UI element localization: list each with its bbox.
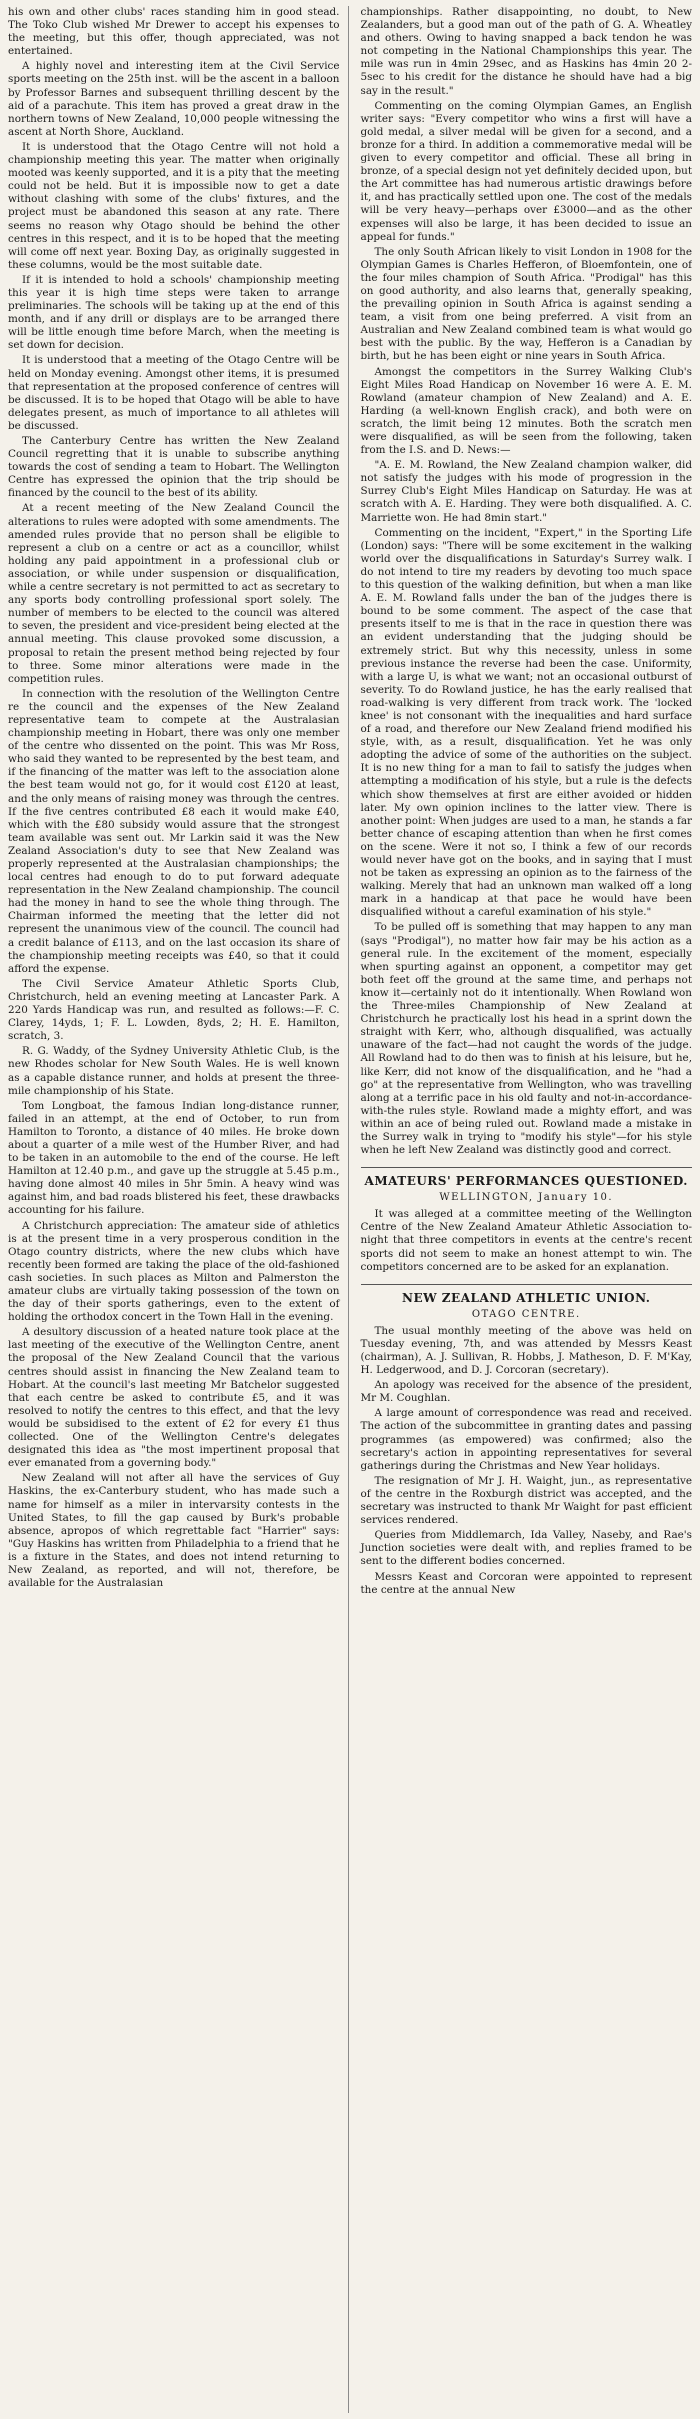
- article-paragraph: At a recent meeting of the New Zealand Council the alterations to rules were adopted with some amendments. The amended rules provide that no person shall be eligible to represent a club on a centre or act as a councillor, whilst holding any paid appointment in a professional club or association, or while under suspension or disqualification, while a centre secretary is not permitted to act as secretary to any sports body controlling professional sport solely. The number of members to be elected to the council was altered to seven, the president and vice-president being elected at the annual meeting. This clause provoked some discussion, a proposal to retain the present method being rejected by four to three. Some minor alterations were made in the competition rules.: [8, 502, 340, 685]
- section-divider: [361, 1167, 693, 1168]
- article-paragraph: It is understood that a meeting of the Otago Centre will be held on Monday evening. Amongst other items, it is presumed that representation at the proposed conference of centres will be discussed. It is to be hoped that Otago will be able to have delegates present, as much of importance to all athletes will be discussed.: [8, 354, 340, 432]
- article-paragraph: Tom Longboat, the famous Indian long-distance runner, failed in an attempt, at the end of October, to run from Hamilton to Toronto, a distance of 40 miles. He broke down about a quarter of a mile west of the Humber River, and had to be taken in an automobile to the end of the course. He left Hamilton at 12.40 p.m., and gave up the struggle at 5.45 p.m., having done almost 40 miles in 5hr 5min. A heavy wind was against him, and bad roads blistered his feet, these drawbacks accounting for his failure.: [8, 1099, 340, 1217]
- article-paragraph: his own and other clubs' races standing him in good stead. The Toko Club wished Mr Drewer to accept his expenses to the meeting, but this offer, though appreciated, was not entertained.: [8, 6, 340, 58]
- story-subhead: OTAGO CENTRE.: [471, 1308, 581, 1320]
- article-paragraph: The usual monthly meeting of the above was held on Tuesday evening, 7th, and was attended by Messrs Keast (chairman), A. J. Sullivan, R. Hobbs, J. Matheson, D. F. M'Kay, H. Ledgerwood, and D. J. Corcoran (secretary).: [360, 1324, 692, 1377]
- article-paragraph: A Christchurch appreciation: The amateur side of athletics is at the present time in a very prosperous condition in the Otago country districts, where the new clubs which have recently been formed are taking the place of the old-fashioned cash societies. In such places as Milton and Palmerston the amateur clubs are virtually taking possession of the town on the day of their sports gatherings, even to the extent of holding the orthodox concert in the Town Hall in the evening.: [8, 1219, 340, 1324]
- article-paragraph: If it is intended to hold a schools' championship meeting this year it is high time steps were taken to arrange preliminaries. The schools will be taking up at the end of this month, and if any drill or displays are to be arranged there will be little enough time before March, when the meeting is set down for decision.: [8, 273, 340, 352]
- section-divider: [361, 1284, 693, 1285]
- left-column: [8, 6, 349, 2413]
- article-paragraph: The resignation of Mr J. H. Waight, jun., as representative of the centre in the Roxburgh district was accepted, and the secretary was instructed to thank Mr Waight for past efficient services rendered.: [360, 1474, 692, 1527]
- story-headline: AMATEURS' PERFORMANCES QUESTIONED.: [364, 1174, 688, 1189]
- story-dateline: WELLINGTON, January 10.: [439, 1192, 614, 1204]
- article-paragraph: To be pulled off is something that may happen to any man (says "Prodigal"), no matter how fair may be his action as a general rule. In the excitement of the moment, especially when spurting against an opponent, a competitor may get both feet off the ground at the same time, and perhaps not know it—certainly not do it intentionally. When Rowland won the Three-miles Championship of New Zealand at Christchurch he practically lost his head in a sprint down the straight with Kerr, who, although disqualified, was actually unaware of the fact—had not caught the words of the judge. All Rowland had to do then was to finish at his leisure, but he, like Kerr, did not know of the disqualification, and he "had a go" at the representative from Wellington, who was travelling along at a terrific pace in his old faulty and not-in-accordance-with-the rules style. Rowland made a mighty effort, and was within an ace of being ruled out. Rowland made a mistake in the Surrey walk in trying to "modify his style"—for his style when he left New Zealand was distinctly good and correct.: [360, 921, 692, 1157]
- article-paragraph: Commenting on the incident, "Expert," in the Sporting Life (London) says: "There will be some excitement in the walking world over the disqualifications in Saturday's Surrey walk. I do not intend to tire my readers by devoting too much space to this question of the walking definition, but when a man like A. E. M. Rowland falls under the ban of the judges there is bound to be some comment. The aspect of the case that presents itself to me is that in the race in question there was an evident understanding that the judging should be extremely strict. But why this necessity, unless in some previous instance the reverse had been the case. Uniformity, with a large U, is what we want; not an occasional outburst of severity. To do Rowland justice, he has the early realised that road-walking is very different from track work. The 'locked knee' is not consonant with the inequalities and hard surface of a road, and therefore our New Zealand friend modified his style, with, as a result, disqualification. Yet he was only adopting the advice of some of the authorities on the subject. It is no new thing for a man to fail to satisfy the judges when attempting a modification of his style, but a rule is the defects which show themselves at first are either avoided or hidden later. My own opinion inclines to the latter view. There is another point: When judges are used to a man, he stands a far better chance of escaping attention than when he first comes on the scene. Were it not so, I think a few of our records would never have got on the books, and in saying that I must not be taken as expressing an opinion as to the fairness of the walking. Merely that had an unknown man walked off a long mark in a handicap at that pace he would have been disqualified without a careful examination of his style.": [360, 526, 692, 919]
- article-paragraph: In connection with the resolution of the Wellington Centre re the council and the expenses of the New Zealand representative team to compete at the Australasian championship meeting in Hobart, there was only one member of the centre who dissented on the point. This was Mr Ross, who said they wanted to be represented by the best team, and if the financing of the matter was left to the association alone the best team would not go, for it would cost £120 at least, and the only means of raising money was through the centres. If the five centres contributed £8 each it would make £40, which with the £80 subsidy would assure that the strongest team available was sent out. Mr Larkin said it was the New Zealand Association's duty to see that New Zealand was properly represented at the Australasian championships; the local centres had enough to do to put forward adequate representation in the New Zealand championship. The council had the money in hand to see the whole thing through. The Chairman informed the meeting that the letter did not represent the unanimous view of the council. The council had a credit balance of £113, and on the last occasion its share of the championship meeting receipts was £40, so that it could afford the expense.: [8, 687, 340, 975]
- article-paragraph: A desultory discussion of a heated nature took place at the last meeting of the executive of the Wellington Centre, anent the proposal of the New Zealand Council that the various centres should assist in financing the New Zealand team to Hobart. At the council's last meeting Mr Batchelor suggested that each centre be asked to contribute £5, and it was resolved to notify the centres to this effect, and that the levy would be subsidised to the extent of £2 for every £1 thus collected. One of the Wellington Centre's delegates designated this idea as "the most impertinent proposal that ever emanated from a governing body.": [8, 1326, 340, 1470]
- article-paragraph: Amongst the competitors in the Surrey Walking Club's Eight Miles Road Handicap on November 16 were A. E. M. Rowland (amateur champion of New Zealand) and A. E. Harding (a well-known English crack), and both were on scratch, the limit being 12 minutes. Both the scratch men were disqualified, as will be seen from the following, taken from the I.S. and D. News:—: [360, 365, 692, 457]
- article-paragraph: It was alleged at a committee meeting of the Wellington Centre of the New Zealand Amateur Athletic Association to-night that three competitors in events at the centre's recent sports did not seem to make an honest attempt to win. The competitors concerned are to be asked for an explanation.: [360, 1208, 692, 1273]
- article-paragraph: A large amount of correspondence was read and received. The action of the subcommittee in granting dates and passing programmes (as empowered) was confirmed; also the secretary's action in appointing representatives for several gatherings during the Christmas and New Year holidays.: [360, 1407, 692, 1472]
- article-paragraph: R. G. Waddy, of the Sydney University Athletic Club, is the new Rhodes scholar for New South Wales. He is well known as a capable distance runner, and holds at present the three-mile championship of his State.: [8, 1045, 340, 1097]
- story-headline: NEW ZEALAND ATHLETIC UNION.: [402, 1290, 651, 1305]
- article-paragraph: Commenting on the coming Olympian Games, an English writer says: "Every competitor who wins a first will have a gold medal, a silver medal will be given for a second, and a bronze for a third. In addition a commemorative medal will be given to every competitor and official. These all bring in bronze, of a special design not yet definitely decided upon, but the Art committee has had numerous artistic drawings before it, and has practically settled upon one. The cost of the medals will be very heavy—perhaps over £3000—and as the other expenses will also be large, it has been decided to issue an appeal for funds.": [360, 99, 692, 243]
- article-paragraph: The only South African likely to visit London in 1908 for the Olympian Games is Charles Hefferon, of Bloemfontein, one of the four miles champion of South Africa. "Prodigal" has this on good authority, and also learns that, generally speaking, the prevailing opinion in South Africa is against sending a team, a visit from one being preferred. A visit from an Australian and New Zealand combined team is what would go best with the public. By the way, Hefferon is a Canadian by birth, but he has been eight or nine years in South Africa.: [360, 245, 692, 363]
- article-paragraph: An apology was received for the absence of the president, Mr M. Coughlan.: [360, 1379, 692, 1405]
- article-paragraph: Messrs Keast and Corcoran were appointed to represent the centre at the annual New: [360, 1570, 692, 1596]
- article-paragraph: New Zealand will not after all have the services of Guy Haskins, the ex-Canterbury student, who has made such a name for himself as a miler in intervarsity contests in the United States, to fill the gap caused by Burk's probable absence, apropos of which regrettable fact "Harrier" says: "Guy Haskins has written from Philadelphia to a friend that he is a fixture in the States, and does not intend returning to New Zealand, as reported, and will not, therefore, be available for the Australasian: [8, 1472, 340, 1590]
- article-paragraph: A highly novel and interesting item at the Civil Service sports meeting on the 25th inst. will be the ascent in a balloon by Professor Barnes and subsequent thrilling descent by the aid of a parachute. This item has proved a great draw in the northern towns of New Zealand, 10,000 people witnessing the ascent at North Shore, Auckland.: [8, 60, 340, 138]
- article-paragraph: The Civil Service Amateur Athletic Sports Club, Christchurch, held an evening meeting at Lancaster Park. A 220 Yards Handicap was run, and resulted as follows:—F. C. Clarey, 14yds, 1; F. L. Lowden, 8yds, 2; H. E. Hamilton, scratch, 3.: [8, 977, 340, 1043]
- article-paragraph: "A. E. M. Rowland, the New Zealand champion walker, did not satisfy the judges with his mode of progression in the Surrey Club's Eight Miles Handicap on Saturday. He was at scratch with A. E. Harding. They were both disqualified. A. C. Marriette won. He had 8min start.": [360, 459, 692, 524]
- article-paragraph: championships. Rather disappointing, no doubt, to New Zealanders, but a good man out of the path of G. A. Wheatley and others. Owing to having snapped a back tendon he was not competing in the National Championships this year. The mile was run in 4min 29sec, and as Haskins has 4min 20 2-5sec to his credit for the distance he should have had a big say in the result.": [360, 6, 692, 97]
- article-paragraph: Queries from Middlemarch, Ida Valley, Naseby, and Rae's Junction societies were dealt with, and replies framed to be sent to the different bodies concerned.: [360, 1529, 692, 1568]
- article-paragraph: The Canterbury Centre has written the New Zealand Council regretting that it is unable to subscribe anything towards the cost of sending a team to Hobart. The Wellington Centre has expressed the opinion that the trip should be financed by the council to the best of its ability.: [8, 435, 340, 500]
- article-paragraph: It is understood that the Otago Centre will not hold a championship meeting this year. The matter when originally mooted was keenly supported, and it is a pity that the meeting could not be held. But it is impossible now to get a date without clashing with some of the clubs' fixtures, and the project must be abandoned this season at any rate. There seems no reason why Otago should be behind the other centres in this respect, and it is to be hoped that the meeting will come off next year. Boxing Day, as originally suggested in these columns, would be the most suitable date.: [8, 140, 340, 271]
- right-column: [359, 6, 693, 2413]
